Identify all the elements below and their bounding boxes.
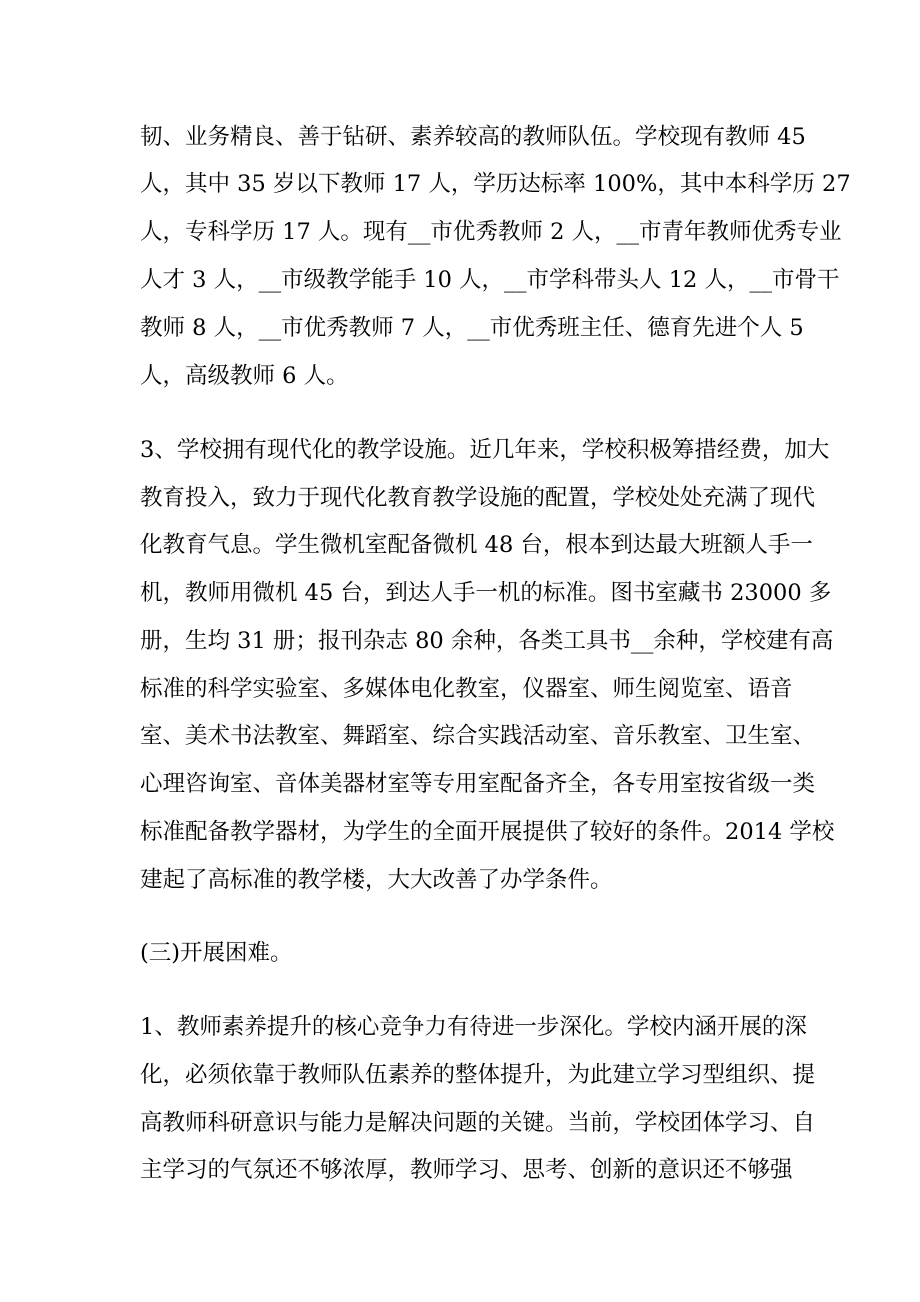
text-line: 主学习的气氛还不够浓厚，教师学习、思考、创新的意识还不够强 <box>140 1157 793 1183</box>
text-line: 人，其中 35 岁以下教师 17 人，学历达标率 100%，其中本科学历 27 <box>140 171 851 197</box>
text-line: 心理咨询室、音体美器材室等专用室配备齐全，各专用室按省级一类 <box>140 771 816 797</box>
text-line: 教师 8 人，__市优秀教师 7 人，__市优秀班主任、德育先进个人 5 <box>140 315 804 341</box>
section-heading: (三)开展困难。 <box>140 940 293 966</box>
text-line: 标准的科学实验室、多媒体电化教室，仪器室、师生阅览室、语音 <box>140 676 793 702</box>
text-line: 化，必须依靠于教师队伍素养的整体提升，为此建立学习型组织、提 <box>140 1062 816 1088</box>
text-line: 人才 3 人，__市级教学能手 10 人，__市学科带头人 12 人，__市骨干 <box>140 267 840 293</box>
text-line: 化教育气息。学生微机室配备微机 48 台，根本到达最大班额人手一 <box>140 532 813 558</box>
text-line: 机，教师用微机 45 台，到达人手一机的标准。图书室藏书 23000 多 <box>140 580 832 606</box>
text-line: 3、学校拥有现代化的教学设施。近几年来，学校积极筹措经费，加大 <box>140 437 830 463</box>
text-line: 教育投入，致力于现代化教育教学设施的配置，学校处处充满了现代 <box>140 485 816 511</box>
text-line: 室、美术书法教室、舞蹈室、综合实践活动室、音乐教室、卫生室、 <box>140 723 816 749</box>
text-line: 建起了高标准的教学楼，大大改善了办学条件。 <box>140 867 613 893</box>
text-line: 标准配备教学器材，为学生的全面开展提供了较好的条件。2014 学校 <box>140 819 835 845</box>
text-line: 人，高级教师 6 人。 <box>140 363 349 389</box>
text-line: 韧、业务精良、善于钻研、素养较高的教师队伍。学校现有教师 45 <box>140 124 806 150</box>
text-line: 册，生均 31 册；报刊杂志 80 余种，各类工具书__余种，学校建有高 <box>140 628 834 654</box>
text-line: 高教师科研意识与能力是解决问题的关键。当前，学校团体学习、自 <box>140 1110 816 1136</box>
text-line: 人，专科学历 17 人。现有__市优秀教师 2 人，__市青年教师优秀专业 <box>140 219 842 245</box>
text-line: 1、教师素养提升的核心竞争力有待进一步深化。学校内涵开展的深 <box>140 1014 807 1040</box>
